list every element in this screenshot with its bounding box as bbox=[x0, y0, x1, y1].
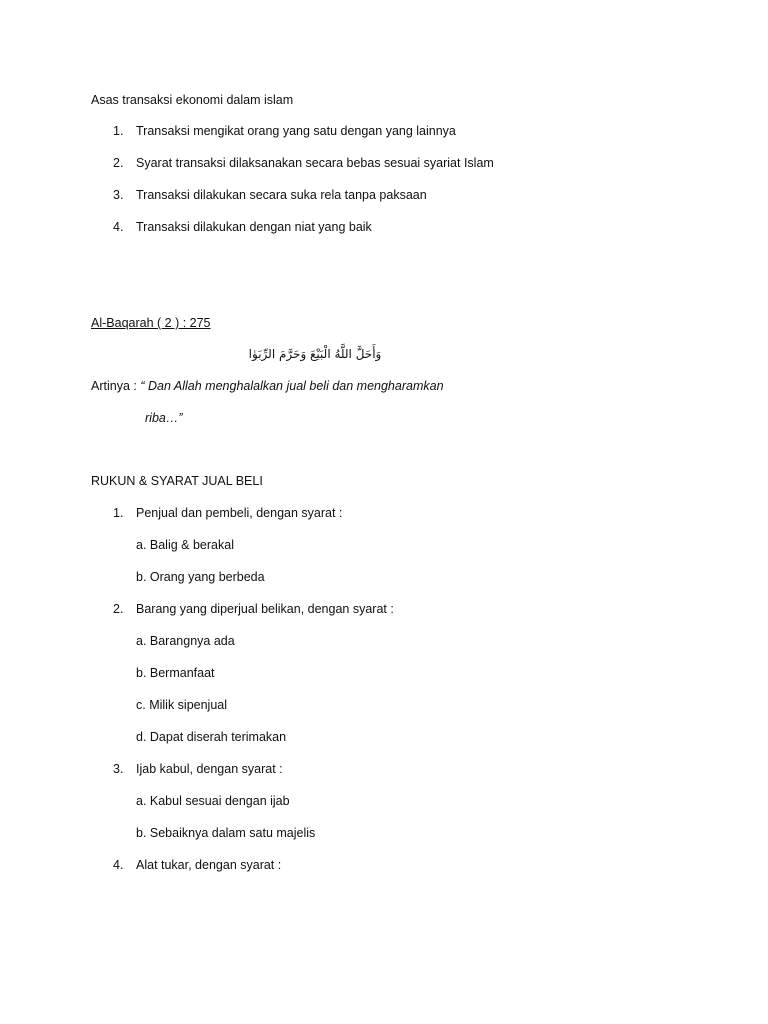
sub-item: a. Kabul sesuai dengan ijab bbox=[136, 794, 290, 808]
list-item: Transaksi dilakukan secara suka rela tanpa paksaan bbox=[136, 188, 427, 202]
list-number: 2. bbox=[113, 602, 124, 616]
list-item: Alat tukar, dengan syarat : bbox=[136, 858, 282, 872]
list-number: 3. bbox=[113, 188, 124, 202]
list-item: Ijab kabul, dengan syarat : bbox=[136, 762, 283, 776]
sub-item: c. Milik sipenjual bbox=[136, 698, 228, 712]
sub-item: b. Bermanfaat bbox=[136, 666, 215, 680]
translation-line-1: “ Dan Allah menghalalkan jual beli dan mengharamkan bbox=[140, 379, 444, 393]
verse-arabic: وَأَحَلَّ اللَّهُ الْبَيْعَ وَحَرَّمَ الرِّبَوٰا bbox=[248, 347, 382, 361]
list-item: Transaksi mengikat orang yang satu dengan yang lainnya bbox=[136, 124, 456, 138]
list-item: Transaksi dilakukan dengan niat yang baik bbox=[136, 220, 372, 234]
list-number: 4. bbox=[113, 858, 124, 872]
list-item: Syarat transaksi dilaksanakan secara bebas sesuai syariat Islam bbox=[136, 156, 494, 170]
section-title-asas: Asas transaksi ekonomi dalam islam bbox=[91, 93, 294, 107]
verse-reference: Al-Baqarah ( 2 ) : 275 bbox=[91, 316, 211, 330]
list-number: 2. bbox=[113, 156, 124, 170]
sub-item: d. Dapat diserah terimakan bbox=[136, 730, 287, 744]
list-number: 3. bbox=[113, 762, 124, 776]
list-item: Penjual dan pembeli, dengan syarat : bbox=[136, 506, 343, 520]
sub-item: a. Balig & berakal bbox=[136, 538, 234, 552]
list-number: 1. bbox=[113, 124, 124, 138]
list-item: Barang yang diperjual belikan, dengan syarat : bbox=[136, 602, 394, 616]
list-number: 4. bbox=[113, 220, 124, 234]
translation-line-2: riba…” bbox=[145, 411, 183, 425]
list-number: 1. bbox=[113, 506, 124, 520]
sub-item: a. Barangnya ada bbox=[136, 634, 235, 648]
section-title-rukun: RUKUN & SYARAT JUAL BELI bbox=[91, 474, 263, 488]
translation-label: Artinya : bbox=[91, 379, 141, 393]
translation bbox=[91, 378, 444, 394]
sub-item: b. Orang yang berbeda bbox=[136, 570, 265, 584]
sub-item: b. Sebaiknya dalam satu majelis bbox=[136, 826, 316, 840]
